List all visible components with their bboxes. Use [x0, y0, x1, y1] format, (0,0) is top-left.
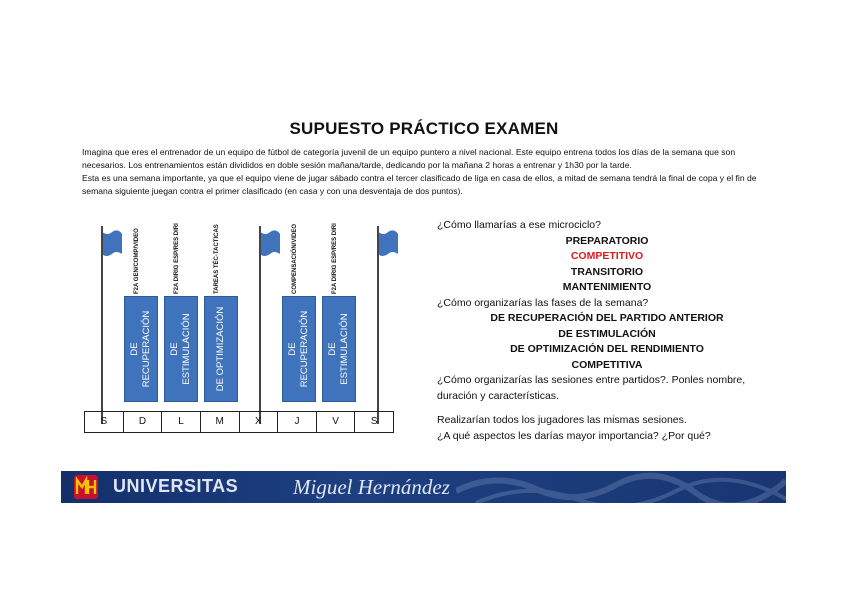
day-cell: S [85, 412, 124, 432]
day-cell: D [124, 412, 163, 432]
page-title: SUPUESTO PRÁCTICO EXAMEN [289, 119, 559, 138]
day-cell: L [162, 412, 201, 432]
option-preparatorio: PREPARATORIO [565, 234, 649, 247]
flag-icon [258, 230, 282, 260]
day-cell: X [240, 412, 279, 432]
intro-paragraph-1: Imagina que eres el entrenador de un equipo de fútbol de categoría juvenil de un equipo puntero a nivel nacional. Este equipo entrena todos los días de la semana que son necesarios. Los entrenamientos están divididos en doble sesión mañana/tarde, dedicando por la mañana 2 horas a entrenar y 1h30 por la tarde. [82, 147, 736, 170]
phase-box-estimulacion-2 [322, 296, 356, 402]
day-cell: V [317, 412, 356, 432]
flag-pole [377, 226, 379, 424]
phase-label-line1: DE [327, 342, 338, 356]
answer-2-line: DE ESTIMULACIÓN [558, 327, 656, 340]
question-1: ¿Cómo llamarías a ese microciclo? [437, 219, 601, 231]
answer-2-line: COMPETITIVA [571, 358, 643, 371]
intro-paragraph-2: Esta es una semana importante, ya que el equipo viene de jugar sábado contra el tercer clasificado de liga en casa de ellos, a mitad de semana tendrá la final de copa y el fin de semana siguiente juegan contra el primer clasificado (en casa y con una desventaja de dos puntos). [82, 173, 757, 196]
university-name-italic: Miguel Hernández [293, 475, 450, 499]
intro-text [82, 146, 772, 198]
questions-panel [437, 218, 777, 444]
flag-pole [101, 226, 103, 424]
answer-2-line: DE OPTIMIZACIÓN DEL RENDIMIENTO [510, 343, 704, 355]
phase-box-estimulacion [164, 296, 198, 402]
phase-box-recuperacion-2 [282, 296, 316, 402]
phase-label-line1: DE [287, 342, 298, 356]
phase-label-line1: DE OPTIMIZACIÓN [215, 306, 226, 392]
phase-box-recuperacion [124, 296, 158, 402]
answer-2-line: DE RECUPERACIÓN DEL PARTIDO ANTERIOR [490, 312, 724, 324]
question-2: ¿Cómo organizarías las fases de la semana? [437, 296, 649, 309]
question-3: ¿Cómo organizarías las sesiones entre partidos?. Ponles nombre, duración y características. [437, 374, 746, 402]
phase-label-line1: DE [129, 342, 140, 356]
university-name-bold: UNIVERSITAS [113, 476, 239, 496]
phase-label-line2: ESTIMULACIÓN [339, 313, 350, 385]
phase-top-label: F2A DIRIG ESP/RES DIRI [174, 223, 180, 294]
flag-icon [100, 230, 124, 260]
phase-top-label: TAREAS TÉC-TACTICAS [214, 224, 220, 294]
question-4: Realizarían todos los jugadores las mismas sesiones. [437, 414, 687, 426]
phase-label-line2: RECUPERACIÓN [141, 310, 152, 388]
phase-label-line2: ESTIMULACIÓN [181, 313, 192, 385]
flag-icon [376, 230, 400, 260]
flag-pole [259, 226, 261, 424]
phase-top-label: F2A DIRIG ESP/RES DIRI [332, 223, 338, 294]
option-mantenimiento: MANTENIMIENTO [562, 281, 652, 293]
option-competitivo: COMPETITIVO [570, 250, 644, 262]
banner-pattern-icon [456, 471, 786, 503]
days-row [84, 411, 394, 433]
microcycle-diagram [80, 212, 410, 438]
university-logo-icon [73, 474, 99, 500]
day-cell: J [278, 412, 317, 432]
university-banner [61, 471, 786, 503]
phase-label-line1: DE [169, 342, 180, 356]
phase-box-optimizacion [204, 296, 238, 402]
phase-top-label: COMPENSACIÓN/VIDEO [292, 223, 298, 294]
option-transitorio: TRANSITORIO [570, 265, 644, 278]
phase-top-label: F2A GEN/COMP/VIDEO [134, 228, 140, 294]
day-cell: S [370, 416, 378, 427]
question-5: ¿A qué aspectos les darías mayor importancia? ¿Por qué? [437, 429, 711, 442]
phase-label-line2: RECUPERACIÓN [299, 310, 310, 388]
day-cell: M [201, 412, 240, 432]
